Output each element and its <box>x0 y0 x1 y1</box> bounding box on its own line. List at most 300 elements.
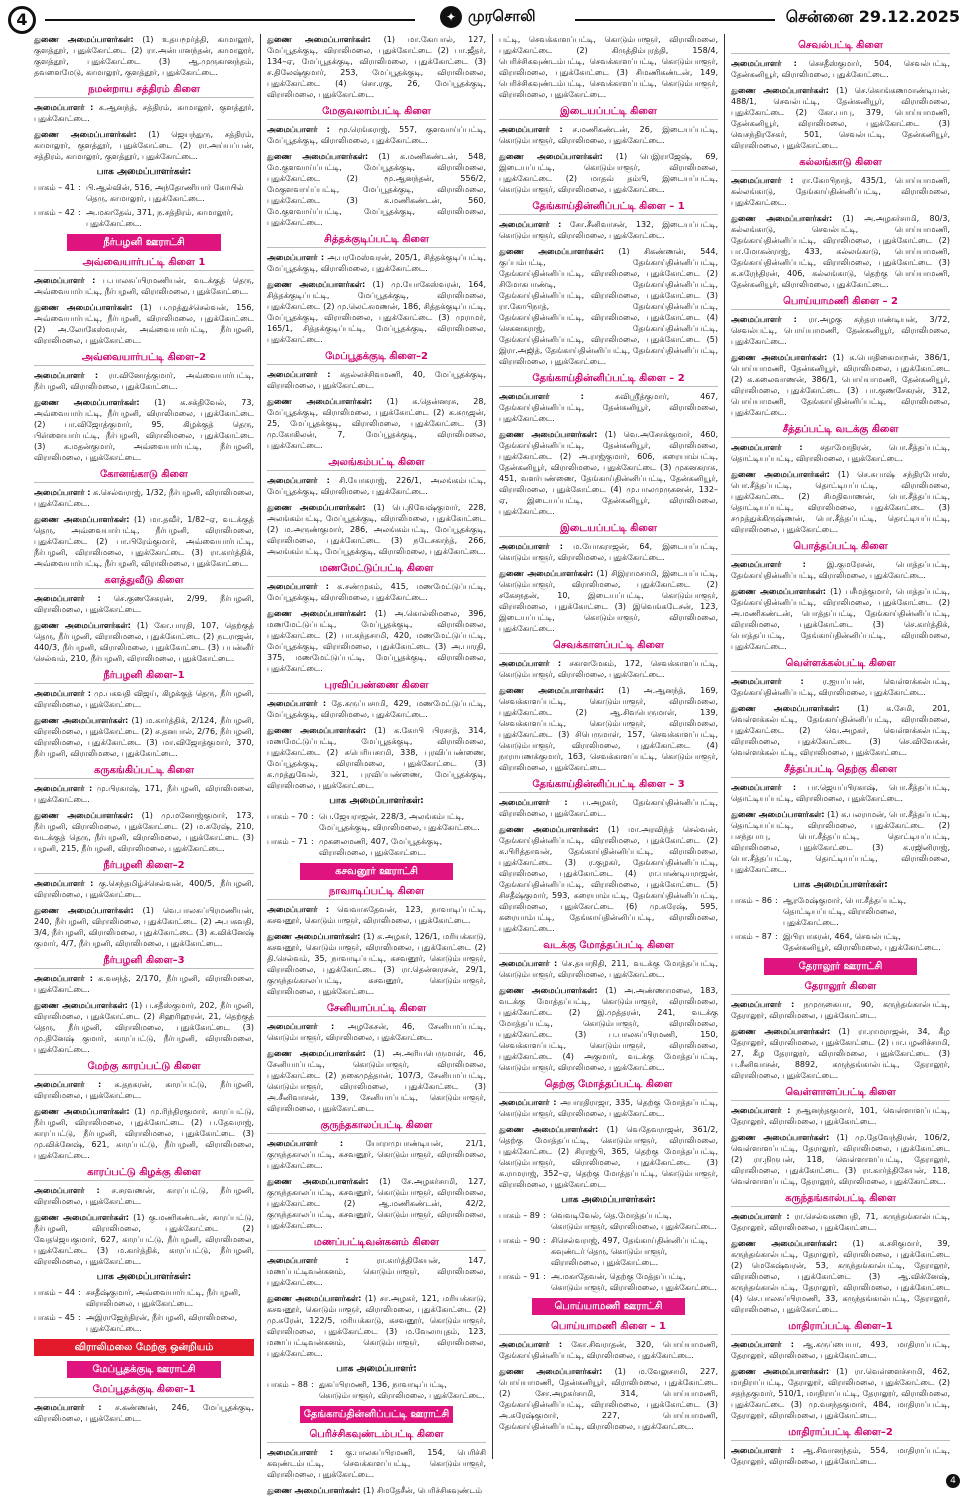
office-bearer-entry <box>267 151 486 228</box>
entry-text: (1) அ.அழகர்சாமி, 80/3, கல்லங்காடு, செவல்பட்டி, பொய்யாமணி, தேங்காய்தின்னிப்பட்டி, விராலிமலை, புதுக்கோட்டை (2) பா.மோகன்ராஜ், 433, கல்லங்காடு, பொய்யாமணி, தேங்காய்தின்னிப்பட்டி, விராலிமலை, புதுக்கோட்டை (3) க.சுரேந்திரன், 406, கல்லங்காடு, தெற்கு பொய்யாமணி, தேன்கனியூர், விராலிமலை, புதுக்கோட்டை. <box>731 214 951 289</box>
entry-text: (1) க.சக்திவேல், 73, அவ்வையார்பட்டி, நீர்பழனி, விராலிமலை, புதுக்கோட்டை (2) பா.விஜோத்குமார், 95, கிழக்குத் தெரு, பிள்ளையார்பட்டி, நீர்பழனி, விராலிமலை, புதுக்கோட்டை (3) க.மதன்குமார், அவ்வையார்பட்டி, நீர்பழனி, விராலிமலை, புதுக்கோட்டை. <box>34 398 255 462</box>
entry-text: (1) வெ.பாலசுப்பிரமணியன், 240, நீர்பழனி, விராலிமலை, புதுக்கோட்டை (2) அ.பகவதி, 3/4, நீர்பழனி, விராலிமலை, புதுக்கோட்டை (3) க.விக்னேஷ் குமார், 4/7, நீர்பழனி, விராலிமலை, புதுக்கோட்டை. <box>34 906 254 948</box>
union-banner: விராலிமலை மேற்கு ஒன்றியம் <box>34 1339 254 1356</box>
office-bearer-entry <box>267 252 486 274</box>
office-bearer-entry <box>34 397 254 463</box>
booth-text: சிசெல்வராஜ், 497, தேங்காய்தின்னிப்பட்டி, கவுண்டர் தெரு, கொடும்பாளூர், விராலிமலை, புதுக்கோட்டை. <box>551 1236 708 1267</box>
column-4 <box>724 34 956 1466</box>
branch-heading: தெற்கு மோத்தப்பட்டி கிளை <box>499 1079 718 1093</box>
branch-heading: மாதிராப்பட்டி கிளை–1 <box>731 1321 950 1335</box>
branch-heading: காரப்பட்டு கிழக்கு கிளை <box>34 1167 254 1181</box>
office-bearer-entry <box>34 783 254 805</box>
branch-heading: பொய்யாமணி கிளை – 1 <box>499 1321 718 1335</box>
entry-label: துணை அமைப்பாளர்கள்: <box>267 280 366 289</box>
branch-heading: கல்லங்காடு கிளை <box>731 157 950 171</box>
entry-text: (1) மு.ரிந்திரகுமார், காரப்பட்டு, நீர்பழனி, விராலிமலை, புதுக்கோட்டை (2) ப.தேவராஜ், காரப்பட்டு, நீர்பழனி, விராலிமலை, புதுக்கோட்டை (3) மு.விக்னேஷ், 621, காரப்பட்டு, நீர்பழனி, விராலிமலை, புதுக்கோட்டை. <box>34 1107 255 1160</box>
entry-label: அமைப்பாளர் : <box>267 370 331 379</box>
entry-label: அமைப்பாளர் : <box>34 371 99 380</box>
branch-heading: மணமேட்டுப்பட்டி கிளை <box>267 563 486 577</box>
entry-label: துணை அமைப்பாளர்கள்: <box>267 503 366 512</box>
entry-label: துணை அமைப்பாளர்கள்: <box>731 470 830 479</box>
branch-heading: செவக்காளப்பட்டி கிளை <box>499 640 718 654</box>
entry-label: துணை அமைப்பாளர்கள்: <box>267 397 373 406</box>
branch-heading: வெள்ளாளப்பட்டி கிளை <box>731 1087 950 1101</box>
entry-text: (1) சா.அழகர், 121, மரியக்காடு, கசவனூர், கொடும்பாளூர், விராலிமலை, புதுக்கோட்டை (2) மு.சுரேன், 122/5, மரியக்காடு, கசவனூர், கொடும்பாளூர், விராலிமலை, புதுக்கோட்டை (3) ம.வேலாயுதம், 123, மணப்பட்டிவன்கனம், கொடும்பாளூர், விராலிமலை, புதுக்கோட்டை. <box>267 1294 487 1358</box>
office-bearer-entry <box>34 593 254 615</box>
entry-label: துணை அமைப்பாளர்கள்: <box>267 35 371 44</box>
entry-label: அமைப்பாளர் : <box>34 784 93 793</box>
office-bearer-entry <box>267 608 486 674</box>
entry-text: ரா.அழகு சுந்தரபாண்டியன், 3/72, செவல்பட்டி, பொய்யாமணி, தேன்கனியூர், விராலிமலை, புதுக்கோட்டை. <box>731 315 950 346</box>
entry-label: அமைப்பாளர் : <box>499 125 563 134</box>
entry-text: க.வசந்த், 2/170, நீர்பழனி, விராலிமலை, புதுக்கோட்டை. <box>34 974 254 994</box>
office-bearer-entry <box>267 1176 486 1231</box>
page-number: 4 <box>8 6 36 34</box>
entry-label: அமைப்பாளர் : <box>731 315 797 324</box>
masthead-rule-left <box>45 19 415 21</box>
entry-label: துணை அமைப்பாளர்கள்: <box>731 214 833 223</box>
office-bearer-entry <box>267 1255 486 1288</box>
office-bearer-entry <box>499 1097 718 1119</box>
section-subheading: பாக அமைப்பாளர்கள்: <box>793 880 888 890</box>
column-2 <box>260 34 492 1495</box>
entry-label: துணை அமைப்பாளர்கள்: <box>267 152 369 161</box>
booth-text: துகப்பிரமணி, 136, நாவாடிப்பட்டி, கொடும்பாளூர், விராலிமலை, புதுக்கோட்டை. <box>319 1380 485 1400</box>
booth-number: பாகம் – 90 <box>499 1236 540 1245</box>
date-line: சென்னை 29.12.2025 <box>785 7 960 26</box>
article-columns <box>28 34 958 1495</box>
entry-text: (1) உதயமூர்த்தி, காமாலூர், குளத்தூர், புதுக்கோட்டை (2) ரா.அன்பானந்தன், காமாலூர், குளத்தூர், புதுக்கோட்டை (3) ஆ.முருகானந்தம், தவளைமேடு, காமாலூர், குளத்தூர், புதுக்கோட்டை. <box>34 35 255 77</box>
office-bearer-entry <box>34 715 254 759</box>
office-bearer-entry <box>499 246 718 367</box>
office-bearer-entry <box>499 685 718 773</box>
office-bearer-entry <box>267 1485 486 1496</box>
entry-text: (1) பசீமத்குமார், பொத்தப்பட்டி, தேங்காய்தின்னிப்பட்டி, விராலிமலை, புதுக்கோட்டை (2) அ.மணிகண்டன், பொத்தப்பட்டி, தேங்காய்தின்னிப்பட்டி, விராலிமலை, புதுக்கோட்டை (3) செ.கார்த்திக், பொத்தப்பட்டி, தேங்காய்தின்னிப்பட்டி, விராலிமலை, புதுக்கோட்டை. <box>731 587 950 651</box>
entry-label: துணை அமைப்பாளர்கள்: <box>267 726 367 735</box>
branch-heading: புரவிப்பண்ணை கிளை <box>267 680 486 694</box>
entry-label: துணை அமைப்பாளர்கள்: <box>731 1239 838 1248</box>
booth-separator: : <box>311 1380 314 1389</box>
entry-text: (1) அ.அண்ணாமலை, 183, வடக்கு மோத்தப்பட்டி, கொடும்பாளூர், விராலிமலை, புதுக்கோட்டை (2) இ.முத்தரன், 241, வடக்கு மோத்தப்பட்டி, கொடும்பாளூர், விராலிமலை, புதுக்கோட்டை (3) ப.பாலசுப்பிரமணி, 150, செவக்காளப்பட்டி, கொடும்பாளூர், விராலிமலை, புதுக்கோட்டை (4) அகுமார், வடக்கு மோத்தப்பட்டி, கொடும்பாளூர், விராலிமலை, புதுக்கோட்டை. <box>499 986 718 1072</box>
branch-heading: வெள்ளக்கல்பட்டி கிளை <box>731 658 950 672</box>
entry-text: க.செல்வராஜ், 1/32, நீர்பழனி, விராலிமலை, புதுக்கோட்டை. <box>34 488 254 508</box>
entry-label: அமைப்பாளர் : <box>34 1186 100 1195</box>
booth-text: வெவடிவேல், தெ.மோத்தப்பட்டி, கொடும்பாளூர், விராலிமலை, புதுக்கோட்டை. <box>551 1211 717 1231</box>
booth-entry <box>34 1312 254 1334</box>
booth-entry <box>499 1210 718 1232</box>
entry-label: அமைப்பாளர் : <box>731 176 794 185</box>
office-bearer-entry <box>731 676 950 698</box>
booth-entry <box>267 811 486 833</box>
office-bearer-entry <box>731 1445 950 1467</box>
entry-label: துணை அமைப்பாளர்கள்: <box>499 247 605 256</box>
entry-text: (1) ரா.ராமராஜன், 34, கீழ தேராலூர், விராலிமலை, புதுக்கோட்டை (2) பா.பழனிச்சாமி, 27, கீழ தேராலூர், விராலிமலை, புதுக்கோட்டை (3) ப.சீனிவாசன், 8892, கருந்தங்கால்பட்டி, தேராலூர், விராலிமலை, புதுக்கோட்டை. <box>731 1027 950 1080</box>
branch-heading: கருகங்கிப்பட்டி கிளை <box>34 765 254 779</box>
branch-heading: மணப்பட்டிவன்கனம் கிளை <box>267 1237 486 1251</box>
entry-text: சகாளமேகம், 172, செவக்காளப்பட்டி, கொடும்பாளூர், விராலிமலை, புதுக்கோட்டை. <box>499 659 718 679</box>
office-bearer-entry <box>499 219 718 241</box>
entry-text: ச.கண்ணன், 246, மேப்பூதக்குடி, விராலிமலை, புதுக்கோட்டை. <box>34 1403 254 1423</box>
entry-label: அமைப்பாளர் : <box>34 488 91 497</box>
entry-text: கோ.சிவராதன், 320, பொய்யாமணி, தேங்காய்தின்னிப்பட்டி, விராலிமலை, புதுக்கோட்டை. <box>499 1340 718 1360</box>
entry-label: துணை அமைப்பாளர்கள்: <box>34 1001 128 1010</box>
newspaper-name: முரசொலி <box>468 7 536 25</box>
office-bearer-entry <box>499 658 718 680</box>
booth-number: பாகம் – 86 <box>731 896 772 905</box>
booth-entry <box>34 182 254 204</box>
office-bearer-entry <box>267 1138 486 1171</box>
office-bearer-entry <box>34 34 254 78</box>
entry-text: க.தநகரன், காரப்பட்டு, நீர்பழனி, விராலிமலை, புதுக்கோட்டை. <box>34 1080 254 1100</box>
branch-heading: அவ்வையார்பட்டி கிளை 1 <box>34 257 254 271</box>
entry-label: துணை அமைப்பாளர்கள்: <box>267 609 367 618</box>
entry-label: துணை அமைப்பாளர்கள்: <box>499 569 594 578</box>
entry-label: அமைப்பாளர் : <box>267 905 330 914</box>
office-bearer-entry <box>34 620 254 664</box>
entry-label: துணை அமைப்பாளர்கள்: <box>34 398 140 407</box>
office-bearer-entry <box>731 175 950 208</box>
office-bearer-entry <box>731 559 950 581</box>
section-subheading: பாக அமைப்பாளர்கள்: <box>329 796 424 806</box>
entry-text: கு.பாலசுப்பிரமணி, 154, பெரிச்சி கவுண்டம்பட்டி, செவக்காளப்பட்டி, கொடும்பாளூர், விராலிமலை, புதுக்கோட்டை. <box>267 1448 486 1479</box>
office-bearer-entry <box>499 1366 718 1432</box>
branch-heading: தேங்காய்தின்னிப்பட்டி கிளை – 2 <box>499 373 718 387</box>
entry-label: துணை அமைப்பாளர்கள்: <box>499 825 599 834</box>
office-bearer-entry <box>34 1212 254 1267</box>
entry-text: (1) மா.தவீர், 1/82–ஏ, வடக்குத் தெரு, அவ்வையார்பட்டி, நீர்பழனி, விராலிமலை, புதுக்கோட்டை (2) பா.பிரேம்குமார், அவ்வையார்பட்டி, நீர்பழனி, விராலிமலை, புதுக்கோட்டை (3) ரா.கார்த்திக், அவ்வையார்பட்டி, நீர்பழனி, விராலிமலை, புதுக்கோட்டை. <box>34 515 255 568</box>
entry-text: யோராமுபாண்டியன், 21/1, குருந்தகாலப்பட்டி, கசவனூர், கொடும்பாளூர், விராலிமலை, புதுக்கோட்டை. <box>267 1139 486 1170</box>
office-bearer-entry <box>34 905 254 949</box>
office-bearer-entry <box>34 1000 254 1055</box>
office-bearer-entry <box>499 429 718 517</box>
branch-heading: இடையப்பட்டி கிளை <box>499 106 718 120</box>
entry-label: அமைப்பாளர் : <box>267 582 329 591</box>
entry-text: (1) அ.கொல்லிமலை, 396, மணமேட்டுப்பட்டி, மேப்பூதக்குடி, விராலிமலை, புதுக்கோட்டை (2) பா.கந்தசாமி, 420, மணமேட்டுப்பட்டி, மேப்பூதக்குடி, விராலிமலை, புதுக்கோட்டை (3) அ.பாரதி, 375, மணமேட்டுப்பட்டி, மேப்பூதக்குடி, விராலிமலை, புதுக்கோட்டை. <box>267 609 487 673</box>
entry-label: அமைப்பாளர் : <box>267 125 330 134</box>
branch-heading: நீர்பழனி கிளை–1 <box>34 670 254 684</box>
entry-label: அமைப்பாளர் : <box>34 974 93 983</box>
entry-text: (1) க.சசிகுமார், 39, கருந்தங்கால்பட்டி, தேராலூர், விராலிமலை, புதுக்கோட்டை (2) மெகேஷ்வரன், 53, கருந்தங்கால்பட்டி, தேராலூர், விராலிமலை, புதுக்கோட்டை (3) ஆ.விக்னேஷ், கருந்தங்கால்பட்டி, தேராலூர், விராலிமலை, புதுக்கோட்டை (4) செ.பாலசுப்பிரமணி, 33, கருந்தங்கால்பட்டி, தேராலூர், விராலிமலை, புதுக்கோட்டை. <box>731 1239 951 1314</box>
office-bearer-entry <box>267 1021 486 1043</box>
office-bearer-entry <box>499 151 718 195</box>
entry-label: துணை அமைப்பாளர்கள்: <box>34 515 130 524</box>
entry-text: (1) க.கோபி பிரசாத், 314, மணமேட்டுப்பட்டி, மேப்பூதக்குடி, விராலிமலை, புதுக்கோட்டை (2) சுபெரியசாமி, 338, புரவிப்பண்ணை, மேப்பூதக்குடி, விராலிமலை, புதுக்கோட்டை (3) க.முத்துவேல், 321, புரவிப்பண்ணை, மேப்பூதக்குடி, விராலிமலை, புதுக்கோட்டை. <box>267 726 487 790</box>
office-bearer-entry <box>499 797 718 819</box>
entry-text: (1) சிமதேசீன், பெரிச்சிகவுண்டம் <box>362 1486 483 1495</box>
office-bearer-entry <box>499 985 718 1073</box>
entry-label: துணை அமைப்பாளர்கள்: <box>34 35 134 44</box>
office-bearer-entry <box>499 1124 718 1190</box>
office-bearer-entry <box>731 703 950 758</box>
entry-text: கு.செந்தமிழ்ச்செல்வன், 400/5, நீர்பழனி, விராலிமலை, புதுக்கோட்டை. <box>34 879 255 899</box>
entry-text: ரா.செல்வகணபதி, 71, கருந்தங்கால்பட்டி, தேராலூர், விராலிமலை, புதுக்கோட்டை. <box>731 1212 950 1232</box>
booth-number: பாகம் – 89 <box>499 1211 540 1220</box>
entry-text: (1) மு.தேவேந்திரன், 106/2, வெள்ளாளப்பட்டி, தேராலூர், விராலிமலை, புதுக்கோட்டை (2) ரா.நிருபன், 118, வெள்ளாளப்பட்டி, தேராலூர், விராலிமலை, புதுக்கோட்டை (3) ரா.கார்த்திகேயன், 118, வெள்ளாளப்பட்டி, தேராலூர், விராலிமலை, புதுக்கோட்டை. <box>731 1133 950 1186</box>
booth-text: பி.ஆல்வின், 516, அந்தோணியார் கோயில் தெரு, காமாலூர், புதுக்கோட்டை. <box>86 183 244 203</box>
office-bearer-entry <box>731 1026 950 1081</box>
panchayat-banner: தேராலூர் ஊராட்சி <box>764 958 917 975</box>
entry-label: துணை அமைப்பாளர்கள்: <box>731 353 828 362</box>
entry-text: ஆ.சிவானந்தம், 554, மாதிராப்பட்டி, தேராலூர், விராலிமலை, புதுக்கோட்டை. <box>731 1446 950 1466</box>
entry-label: துணை அமைப்பாளர்கள்: <box>34 303 133 312</box>
office-bearer-entry <box>267 581 486 603</box>
entry-label: அமைப்பாளர் : <box>34 276 96 285</box>
entry-text: (1) மா.அரவிந்த் செல்வன், தேங்காய்தின்னிப்பட்டி, விராலிமலை, புதுக்கோட்டை (2) க.பிரித்தாவன், தேங்காய்தின்னிப்பட்டி, விராலிமலை, புதுக்கோட்டை (3) ர.குழகர், தேங்காய்தின்னிப்பட்டி, விராலிமலை, புதுக்கோட்டை (4) ரா.பாண்டியராஜன், தேங்காய்தின்னிப்பட்டி, விராலிமலை, புதுக்கோட்டை (5) சிசதீஷ்குமார், 593, கரையாம்பட்டி, தேங்காய்தின்னிப்பட்டி, விராலிமலை, புதுக்கோட்டை (6) மு.சுரேஷ், 595, கரையாம்பட்டி, தேங்காய்தின்னிப்பட்டி, விராலிமலை, புதுக்கோட்டை. <box>499 825 718 933</box>
branch-heading: நீர்பழனி கிளை–3 <box>34 955 254 969</box>
entry-label: அமைப்பாளர் : <box>34 689 91 698</box>
entry-label: அமைப்பாளர் : <box>731 1446 795 1455</box>
entry-text: (1) செ.சுபாஷ் சந்திரபோஸ், பொ.சீத்தப்பட்டி, தொட்டியப்பட்டி, விராலிமலை, புதுக்கோட்டை (2) சிமதிவாணன், பொ.சீத்தப்பட்டி, தொட்டியப்பட்டி, விராலிமலை, புதுக்கோட்டை (3) சமுத்துக்கிருஷ்ணன், பொ.சீத்தப்பட்டி, தொட்டியப்பட்டி, விராலிமலை, புதுக்கோட்டை. <box>731 470 950 534</box>
branch-heading: செவல்பட்டி கிளை <box>731 40 950 54</box>
entry-text: (1) அ.அரியபெருமாள், 46, சேனியாப்பட்டி, கொடும்பாளூர், விராலிமலை, புதுக்கோட்டை (2) நகைமுத்தான், 107/3, சேனியாப்பட்டி, கொடும்பாளூர், விராலிமலை, புதுக்கோட்டை (3) அ.சீனிவாசன், 139, சேனியாப்பட்டி, கொடும்பாளூர், விராலிமலை, புதுக்கோட்டை. <box>267 1049 486 1113</box>
booth-number: பாகம் – 42 <box>34 208 75 217</box>
panchayat-banner: கசவனூர் ஊராட்சி <box>300 863 453 880</box>
column-3 <box>492 34 724 1459</box>
entry-label: அமைப்பாளர் : <box>267 1139 344 1148</box>
branch-heading: மேப்பூதக்குடி கிளை–2 <box>267 351 486 365</box>
entry-text: சதாமோதிரன், பொ.சீத்தப்பட்டி, தொட்டியப்பட்டி, விராலிமலை, புதுக்கோட்டை. <box>731 443 950 463</box>
office-bearer-entry <box>267 502 486 557</box>
entry-text: (1) பெ.நிவேஷ்குமார், 228, அலங்கம்பட்டி, மேப்பூதக்குடி, விராலிமலை, புதுக்கோட்டை (2) ம.அருண்குமார், 286, அலங்கம்பட்டி, மேப்பூதக்குடி, விராலிமலை, புதுக்கோட்டை (3) நடேசகாந்த், 266, அலங்கம்பட்டி, மேப்பூதக்குடி, விராலிமலை, புதுக்கோட்டை. <box>267 503 487 556</box>
office-bearer-entry <box>34 878 254 900</box>
booth-number: பாகம் – 70 <box>267 812 308 821</box>
entry-text: ரா.கார்த்திகேயன், 147, மணப்பட்டிவன்கனம், கொடும்பாளூர், விராலிமலை, புதுக்கோட்டை. <box>267 1256 486 1287</box>
office-bearer-entry <box>731 352 950 418</box>
office-bearer-entry <box>499 124 718 146</box>
office-bearer-entry <box>731 442 950 464</box>
entry-label: அமைப்பாளர் : <box>34 1080 102 1089</box>
entry-label: துணை அமைப்பாளர்கள்: <box>499 152 603 161</box>
entry-text: நஆனந்தகுமார், 101, வெள்ளாளப்பட்டி, தேராலூர், விராலிமலை, புதுக்கோட்டை. <box>731 1106 950 1126</box>
office-bearer-entry <box>34 487 254 509</box>
office-bearer-entry <box>731 469 950 535</box>
entry-text: (1) க.தென்னரசு, 28, மேப்பூதக்குடி, விராலிமலை, புதுக்கோட்டை (2) க.சுருஜன், 25, மேப்பூதக்குடி, விராலிமலை, புதுக்கோட்டை (3) மு.கோகிலன், 7, மேப்பூதக்குடி, விராலிமலை, புதுக்கோட்டை. <box>267 397 487 450</box>
booth-number: பாகம் – 44 <box>34 1288 75 1297</box>
entry-text: நமுருகையா, 90, கருந்தங்கால்பட்டி, தேராலூர், விராலிமலை, புதுக்கோட்டை. <box>731 1000 950 1020</box>
entry-text: (1) சிஇராமசாமி, இடையப்பட்டி, கொடும்பாளூர், விராலிமலை, புதுக்கோட்டை (2) சகேசநதன், 10, இடையப்பட்டி, கொடும்பாளூர், விராலிமலை, புதுக்கோட்டை (3) இவெங்கடேசன், 123, இடையப்பட்டி, கொடும்பாளூர், விராலிமலை, புதுக்கோட்டை. <box>499 569 718 633</box>
office-bearer-entry <box>34 275 254 297</box>
office-bearer-entry <box>731 1132 950 1187</box>
office-bearer-entry <box>731 314 950 347</box>
entry-text: மு.பகவதி விஜய், கிழக்குத் தெரு, நீர்பழனி, விராலிமலை, புதுக்கோட்டை. <box>34 689 255 709</box>
office-bearer-entry <box>34 1079 254 1101</box>
office-bearer-entry <box>267 1447 486 1480</box>
branch-heading: நமன்றாய சத்திரம் கிளை <box>34 84 254 98</box>
branch-heading: தேங்காய்தின்னிப்பட்டி கிளை – 1 <box>499 201 718 215</box>
entry-text: (1) ப.சதீஸ்குமார், 202, நீர்பழனி, விராலிமலை, புதுக்கோட்டை (2) சிஹரிஹரன், 21, தெற்குத் தெரு, நீர்பழனி, விராலிமலை, புதுக்கோட்டை (3) மு.தினேஷ் குமார், காரப்பட்டு, நீர்பழனி, விராலிமலை, புதுக்கோட்டை. <box>34 1001 254 1054</box>
entry-text: (1) செ.கொங்கணமாண்டியன், 488/1, செவல்பட்டி, தேன்கனியூர், விராலிமலை, புதுக்கோட்டை (2) கோ.பாபு, 379, பொய்யாமணி, தேன்கனியூர், விராலிமலை, புதுக்கோட்டை (3) வெசந்திரசேகர், 501, செவல்பட்டி, தேன்கனியூர், விராலிமலை, புதுக்கோட்டை. <box>731 86 950 150</box>
office-bearer-entry <box>731 85 950 151</box>
entry-text: ரா.கோபிநாத், 435/1, பொய்யாமணி, கல்லங்காடு, தேங்காய்தின்னிப்பட்டி, விராலிமலை, புதுக்கோட்டை. <box>731 176 950 207</box>
entry-text: அ.பரமேஸ்வரன், 205/1, சித்தக்குடிப்பட்டி, மேப்பூதக்குடி, விராலிமலை, புதுக்கோட்டை. <box>267 253 486 273</box>
booth-entry <box>499 1235 718 1268</box>
entry-label: அமைப்பாளர் : <box>731 677 804 686</box>
booth-text: அ.மகாதேவ், 371, ந.சத்திரம், காமாலூர், புதுக்கோட்டை. <box>86 208 234 228</box>
office-bearer-entry <box>34 1106 254 1161</box>
booth-entry <box>499 1271 718 1293</box>
entry-text: ப.பாலசுப்பிரமணியன், வடக்குத் தெரு, அவ்வையார்பட்டி, நீர்பழனி, விராலிமலை, புதுக்கோட்டை. <box>34 276 254 296</box>
entry-label: அமைப்பாளர் : <box>499 959 558 968</box>
entry-label: அமைப்பாளர் : <box>499 392 584 401</box>
office-bearer-entry <box>267 698 486 720</box>
entry-label: அமைப்பாளர் : <box>34 879 94 888</box>
entry-text: பட்டி, செவக்காளப்பட்டி, கொடும்பாளூர், விராலிமலை, புதுக்கோட்டை (2) கிருத்திம்புரத்தி, 158/4, பெரிச்சிகவுண்டம்பட்டி, செவக்காளப்பட்டி, கொடும்பாளூர், விராலிமலை, புதுக்கோட்டை (3) சிமணிகண்டன், 149, பெரிச்சிகவுண்டம்பட்டி, செவக்காளப்பட்டி, கொடும்பாளூர், விராலிமலை, புதுக்கோட்டை. <box>499 35 718 99</box>
entry-label: அமைப்பாளர் : <box>34 594 101 603</box>
branch-heading: தேங்காய்தின்னிப்பட்டி கிளை – 3 <box>499 779 718 793</box>
booth-separator: : <box>311 812 314 821</box>
booth-text: இபிரபாகரன், 464, செவல்பட்டி, தேன்கனியூர், விராலிமலை, புதுக்கோட்டை. <box>783 932 941 952</box>
office-bearer-entry <box>267 34 486 100</box>
entry-text: (1) கோ.பாரதி, 107, தெற்குத் தெரு, நீர்பழனி, விராலிமலை, புதுக்கோட்டை (2) நடராஜன், 440/3, நீர்பழனி, விராலிமலை, புதுக்கோட்டை (3) பபன்னீர் செல்வம், 210, நீர்பழனி, விராலிமலை, புதுக்கோட்டை. <box>34 621 255 663</box>
entry-label: அமைப்பாளர் : <box>499 542 563 551</box>
office-bearer-entry <box>34 688 254 710</box>
booth-entry <box>731 895 950 928</box>
entry-label: அமைப்பாளர் : <box>34 103 94 112</box>
branch-heading: கோனங்காடு கிளை <box>34 469 254 483</box>
booth-text: ஆரமேஷ்குமார், பொ.சீத்தப்பட்டி, தொட்டியப்பட்டி, விராலிமலை, புதுக்கோட்டை. <box>783 896 907 927</box>
office-bearer-entry <box>34 1185 254 1207</box>
entry-text: (1) க.சேமி, 201, வெள்ளக்கல்பட்டி, தேங்காய்தின்னிப்பட்டி, விராலிமலை, புதுக்கோட்டை (2) வெ.அழகர், வெள்ளக்கல்பட்டி, விராலிமலை, புதுக்கோட்டை (3) செ.விவேகன், வெள்ளக்கல்பட்டி, விராலிமலை, புதுக்கோட்டை. <box>731 704 951 757</box>
booth-entry <box>34 207 254 229</box>
entry-label: அமைப்பாளர் : <box>499 798 568 807</box>
entry-text: செ.தயாநிதி, 211, வடக்கு மோத்தப்பட்டி, கொடும்பாளூர், விராலிமலை, புதுக்கோட்டை. <box>499 959 719 979</box>
entry-label: அமைப்பாளர் : <box>731 1106 791 1115</box>
entry-text: (1) வெ.அசோக்குமார், 460, தேங்காய்தின்னிப்பட்டி, தேன்கனியூர், விராலிமலை, புதுக்கோட்டை (2) அ.ராஜ்குமார், 606, கரையாம்பட்டி, தேன்கனியூர், விராலிமலை, புதுக்கோட்டை (3) முகனகராசு, 451, வளர்பண்ணை, தேங்காய்தின்னிப்பட்டி, தேன்கனியூர், விராலிமலை, புதுக்கோட்டை (4) மு.பாலமுருகனன், 132–ஏ, இடையப்பட்டி, தேன்கனியூர், விராலிமலை, புதுக்கோட்டை. <box>499 430 719 516</box>
booth-number: பாகம் – 41 <box>34 183 75 192</box>
branch-heading: மாதிராப்பட்டி கிளை–2 <box>731 1427 950 1441</box>
entry-label: துணை அமைப்பாளர்கள்: <box>499 430 598 439</box>
entry-label: அமைப்பாளர் : <box>499 1098 557 1107</box>
entry-label: துணை அமைப்பாளர்கள்: <box>731 587 826 596</box>
entry-label: துணை அமைப்பாளர்கள்: <box>731 1027 831 1036</box>
branch-heading: மேகுவலாம்பட்டி கிளை <box>267 106 486 120</box>
booth-number: பாகம் – 87 <box>731 932 772 941</box>
entry-label: துணை அமைப்பாளர்கள்: <box>499 1367 603 1376</box>
entry-text: ரா.வினோத்குமார், அவ்வையார்பட்டி, நீர்பழனி, விராலிமலை, புதுக்கோட்டை. <box>34 371 255 391</box>
branch-heading: பெரிச்சிகவுண்டம்பட்டி கிளை <box>267 1429 486 1443</box>
branch-heading: பொத்தப்பட்டி கிளை <box>731 541 950 555</box>
entry-label: துணை அமைப்பாளர்கள்: <box>34 621 131 630</box>
entry-text: (1) மா.கோபால், 127, மேப்பூதக்குடி, விராலிமலை, புதுக்கோட்டை (2) பா.ஜீதர், 134–ஏ, மேப்பூதக்குடி, விராலிமலை, புதுக்கோட்டை (3) ச.திலேஷ்குமார், 253, மேப்பூதக்குடி, விராலிமலை, புதுக்கோட்டை (4) சொ.ரகு, 26, மேப்பூதக்குடி, விராலிமலை, புதுக்கோட்டை. <box>267 35 486 99</box>
entry-label: அமைப்பாளர் : <box>267 253 325 262</box>
booth-separator: : <box>543 1211 546 1220</box>
branch-heading: சித்தக்குடிப்பட்டி கிளை <box>267 234 486 248</box>
entry-label: துணை அமைப்பாளர்கள்: <box>731 810 825 819</box>
office-bearer-entry <box>34 514 254 569</box>
entry-label: அமைப்பாளர் : <box>731 783 797 792</box>
entry-label: அமைப்பாளர் : <box>731 59 797 68</box>
booth-number: பாகம் – 71 <box>267 837 308 846</box>
entry-text: மு.பிரகாஷ், 171, நீர்பழனி, விராலிமலை, புதுக்கோட்டை. <box>34 784 255 804</box>
entry-text: (1) அ.ஆனந்த், 169, செவக்காளப்பட்டி, கொடும்பாளூர், விராலிமலை, புதுக்கோட்டை (2) ஆ.சிவபெருமாள், 139, செவக்காளப்பட்டி, கொடும்பாளூர், விராலிமலை, புதுக்கோட்டை (3) சிபெருமாள், 157, செவக்காளப்பட்டி, கொடும்பாளூர், விராலிமலை, புதுக்கோட்டை (4) நாராயணக்குமார், 163, செவக்காளப்பட்டி, கொடும்பாளூர், விராலிமலை, புதுக்கோட்டை. <box>499 686 718 772</box>
booth-separator: : <box>78 183 81 192</box>
entry-text: சி.யோகராஜ், 226/1, அலங்கம்பட்டி, மேப்பூதக்குடி, விராலிமலை, புதுக்கோட்டை. <box>267 476 486 496</box>
entry-text: மூ.ரெங்கராஜ், 557, குளவாய்ப்பட்டி, மேப்பூதக்குடி, விராலிமலை, புதுக்கோட்டை. <box>267 125 486 145</box>
booth-separator: : <box>775 932 778 941</box>
entry-text: (1) க.பலராமன், பொ.சீத்தப்பட்டி, தொட்டியப்பட்டி, விராலிமலை, புதுக்கோட்டை (2) பசந்தபாபு, பொ.சீத்தப்பட்டி, தொட்டியப்பட்டி, விராலிமலை, புதுக்கோட்டை (3) க.ரஜினிராஜ், பொ.சீத்தப்பட்டி, தொட்டியப்பட்டி, விராலிமலை, புதுக்கோட்டை. <box>731 810 950 874</box>
section-subheading: பாக அமைப்பாளர்கள்: <box>96 1272 192 1282</box>
entry-text: ச.சரவணன், காரப்பட்டு, நீர்பழனி, விராலிமலை, புதுக்கோட்டை. <box>34 1186 254 1206</box>
entry-text: ர.ஐயப்பன், வெள்ளக்கல்பட்டி, தேங்காய்தின்னிப்பட்டி, விராலிமலை, புதுக்கோட்டை. <box>731 677 950 697</box>
office-bearer-entry <box>267 475 486 497</box>
office-bearer-entry <box>731 999 950 1021</box>
entry-label: அமைப்பாளர் : <box>267 476 330 485</box>
office-bearer-entry <box>267 279 486 345</box>
entry-text: (1) மு.யோகேஸ்வரன், 164, சித்தக்குடிப்பட்டி, மேப்பூதக்குடி, விராலிமலை, புதுக்கோட்டை (2) மு.லெட்சுமணன், 186, சித்தக்குடிப்பட்டி, மேப்பூதக்குடி, விராலிமலை, புதுக்கோட்டை (3) முராமர், 165/1, சித்தக்குடிப்பட்டி, மேப்பூதக்குடி, விராலிமலை, புதுக்கோட்டை. <box>267 280 487 344</box>
office-bearer-entry <box>499 34 718 100</box>
booth-separator: : <box>78 1288 81 1297</box>
booth-number: பாகம் – 45 <box>34 1313 75 1322</box>
booth-text: சசதீஷ்குமார், அவ்வையார்பட்டி, நீர்பழனி, விராலிமலை, புதுக்கோட்டை. <box>86 1288 241 1308</box>
booth-number: பாகம் – 91 <box>499 1272 540 1281</box>
entry-text: சுவிஸ்ரீத்குமார், 467, தேங்காய்தின்னிப்பட்டி, தேன்கனியூர், விராலிமலை, புதுக்கோட்டை. <box>499 392 718 423</box>
office-bearer-entry <box>267 396 486 451</box>
office-bearer-entry <box>499 1339 718 1361</box>
entry-label: துணை அமைப்பாளர்கள்: <box>267 1294 362 1303</box>
booth-text: முகலைமணி, 407, மேப்பூதக்குடி, விராலிமலை, புதுக்கோட்டை. <box>319 837 443 857</box>
branch-heading: சீத்தப்பட்டி வடக்கு கிளை <box>731 424 950 438</box>
entry-label: துணை அமைப்பாளர்கள்: <box>499 686 605 695</box>
office-bearer-entry <box>731 58 950 80</box>
entry-label: துணை அமைப்பாளர்கள்: <box>731 86 829 95</box>
entry-label: அமைப்பாளர் : <box>731 1340 794 1349</box>
entry-text: (1) க.அழகர், 126/1, மரியக்காடு, கசவனூர், கொடும்பாளூர், விராலிமலை, புதுக்கோட்டை (2) தி.செல்வம், 35, நாவாடிப்பட்டி, கசவனூர், கொடும்பாளூர், விராலிமலை, புதுக்கோட்டை (3) ரா.தென்னரசன், 29/1, குருந்தங்காலப்பட்டி, கசவனூர், கொடும்பாளூர், விராலிமலை, புதுக்கோட்டை. <box>267 932 487 996</box>
branch-heading: மேப்பூதக்குடி கிளை–1 <box>34 1384 254 1398</box>
office-bearer-entry <box>34 973 254 995</box>
branch-heading: களத்துவீடு கிளை <box>34 575 254 589</box>
entry-text: இ.குமரேசன், பொத்தப்பட்டி, தேங்காய்தின்னிப்பட்டி, விராலிமலை, புதுக்கோட்டை. <box>731 560 951 580</box>
booth-separator: : <box>311 837 314 846</box>
office-bearer-entry <box>731 586 950 652</box>
office-bearer-entry <box>731 809 950 875</box>
entry-label: துணை அமைப்பாளர்கள்: <box>499 1125 599 1134</box>
entry-label: துணை அமைப்பாளர்கள்: <box>267 1486 361 1495</box>
section-subheading: பாக அமைப்பாளர்கள்: <box>96 167 192 177</box>
entry-label: அமைப்பாளர் : <box>267 1022 335 1031</box>
section-subheading: பாக அமைப்பாளர்கள்: <box>561 1195 656 1205</box>
booth-text: அ.மகாதேவன், தெற்கு மேத்தப்பட்டி, கொடும்பாளூர், விராலிமலை, புதுக்கோட்டை. <box>551 1272 717 1292</box>
entry-label: அமைப்பாளர் : <box>267 1256 349 1265</box>
branch-heading: நீர்பழனி கிளை–2 <box>34 860 254 874</box>
office-bearer-entry <box>731 1366 950 1421</box>
entry-text: கதல்லச்சிவமணி, 40, மேப்பூதக்குடி, விராலிமலை, புதுக்கோட்டை. <box>267 370 486 390</box>
office-bearer-entry <box>267 1293 486 1359</box>
booth-separator: : <box>78 1313 81 1322</box>
office-bearer-entry <box>499 824 718 934</box>
branch-heading: மேற்கு காரப்பட்டு கிளை <box>34 1061 254 1075</box>
booth-number: பாகம் – 88 <box>267 1380 308 1389</box>
entry-text: க.சண்முகம், 415, மணமேட்டுப்பட்டி, மேப்பூதக்குடி, விராலிமலை, புதுக்கோட்டை. <box>267 582 486 602</box>
entry-text: க.ஆனந்த், சத்திரம், காமாலூர், குளத்தூர், புதுக்கோட்டை. <box>34 103 254 123</box>
booth-separator: : <box>543 1272 546 1281</box>
booth-entry <box>267 836 486 858</box>
office-bearer-entry <box>499 958 718 980</box>
entry-text: பா.ஜெயப்பிரகாஷ், பொ.சீத்தப்பட்டி, தொட்டியப்பட்டி, விராலிமலை, புதுக்கோட்டை. <box>731 783 951 803</box>
entry-label: அமைப்பாளர் : <box>731 560 806 569</box>
office-bearer-entry <box>731 1105 950 1127</box>
entry-text: அழகேசன், 46, சேனியாப்பட்டி, கொடும்பாளூர், விராலிமலை, புதுக்கோட்டை. <box>267 1022 486 1042</box>
entry-label: துணை அமைப்பாளர்கள்: <box>34 906 134 915</box>
entry-label: அமைப்பாளர் : <box>731 1212 790 1221</box>
office-bearer-entry <box>267 124 486 146</box>
entry-label: அமைப்பாளர் : <box>267 699 327 708</box>
office-bearer-entry <box>731 213 950 290</box>
entry-label: அமைப்பாளர் : <box>499 659 562 668</box>
entry-text: அபாரதிராஜா, 335, தெற்கு மோத்தப்பட்டி, கொடும்பாளூர், விராலிமலை, புதுக்கோட்டை. <box>499 1098 719 1118</box>
entry-label: துணை அமைப்பாளர்கள்: <box>499 986 598 995</box>
office-bearer-entry <box>34 129 254 162</box>
office-bearer-entry <box>34 1402 254 1424</box>
